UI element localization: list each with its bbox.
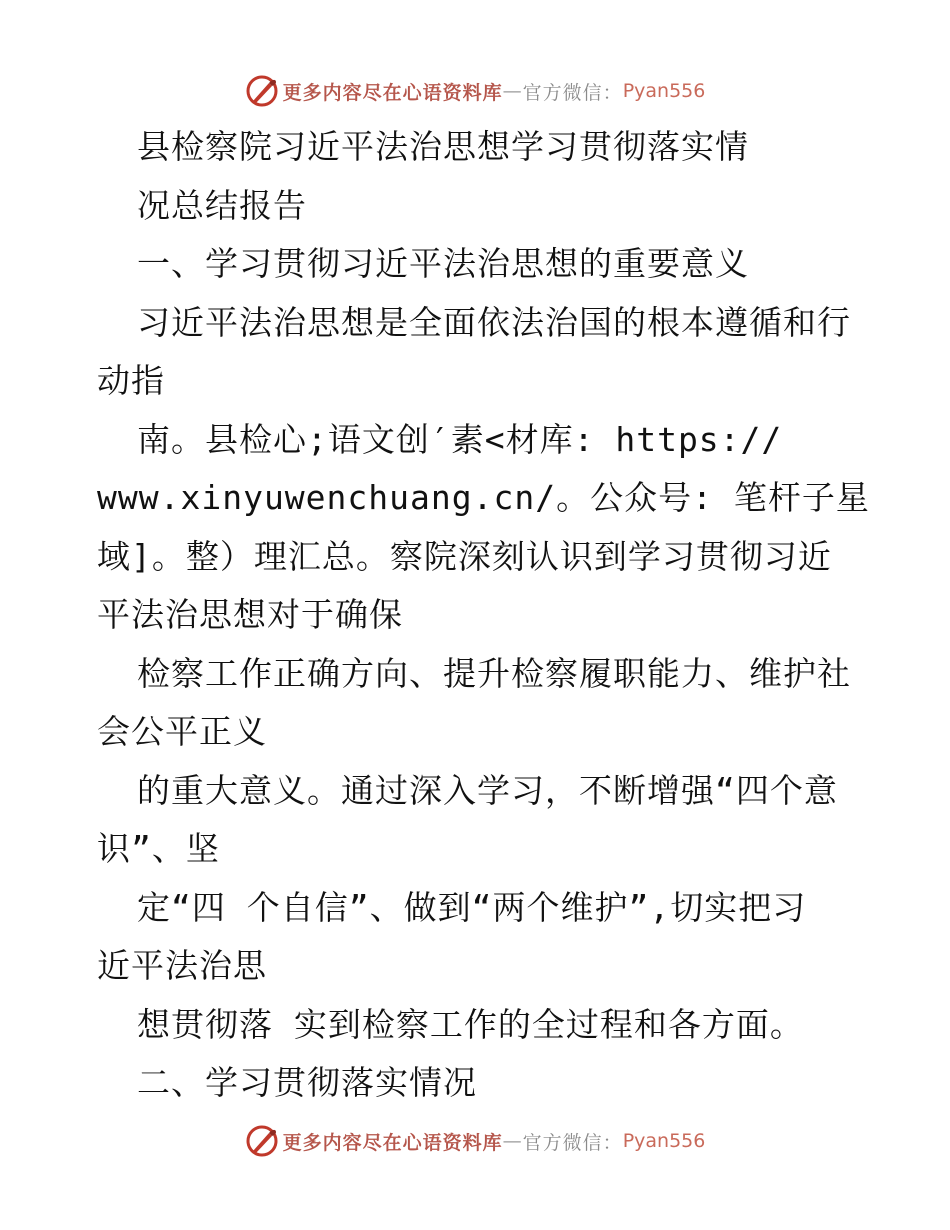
watermark-separator: — [502,1130,523,1152]
watermark-separator: — [502,80,523,102]
paragraph-line: www.xinyuwenchuang.cn/。公众号: 笔杆子星 [97,478,870,517]
doc-title-line-1: 县检察院习近平法治思想学习贯彻落实情 [137,127,749,166]
paragraph-line: 定“四 个自信”、做到“两个维护”,切实把习 [137,887,807,927]
document-body [97,118,877,1113]
watermark-official-label: 官方微信： [522,81,623,104]
watermark-wechat-id: Pyan556 [622,1130,706,1152]
section-heading-1: 一、学习贯彻习近平法治思想的重要意义 [137,244,749,283]
paragraph-line: 的重大意义。通过深入学习，不断增强“四个意 [137,770,838,810]
section-heading-2: 二、学习贯彻落实情况 [137,1063,477,1102]
paragraph-line: 想贯彻落 实到检察工作的全过程和各方面。 [137,1004,804,1044]
paragraph-line: 平法治思想对于确保 [97,595,403,634]
quill-logo-icon [245,1124,279,1158]
paragraph-line: 域]。整）理汇总。察院深刻认识到学习贯彻习近 [97,536,832,576]
watermark-banner-top [0,71,950,111]
watermark-brand: 更多内容尽在心语资料库 [282,81,503,104]
paragraph-line: 习近平法治思想是全面依法治国的根本遵循和行 [137,302,851,342]
doc-title-line-2: 况总结报告 [137,185,307,225]
paragraph-line: 会公平正义 [97,712,267,751]
watermark-banner-bottom [0,1121,950,1161]
paragraph-line: 南。县检心;语文创′素<材库: https:// [137,419,783,459]
paragraph-line: 检察工作正确方向、提升检察履职能力、维护社 [137,653,851,693]
watermark-wechat-id: Pyan556 [622,80,706,102]
watermark-brand: 更多内容尽在心语资料库 [282,1131,503,1154]
watermark-official-label: 官方微信： [522,1131,623,1154]
paragraph-line: 近平法治思 [97,946,267,985]
paragraph-line: 动指 [97,361,165,400]
quill-logo-icon [245,74,279,108]
paragraph-line: 识”、坚 [97,829,220,868]
